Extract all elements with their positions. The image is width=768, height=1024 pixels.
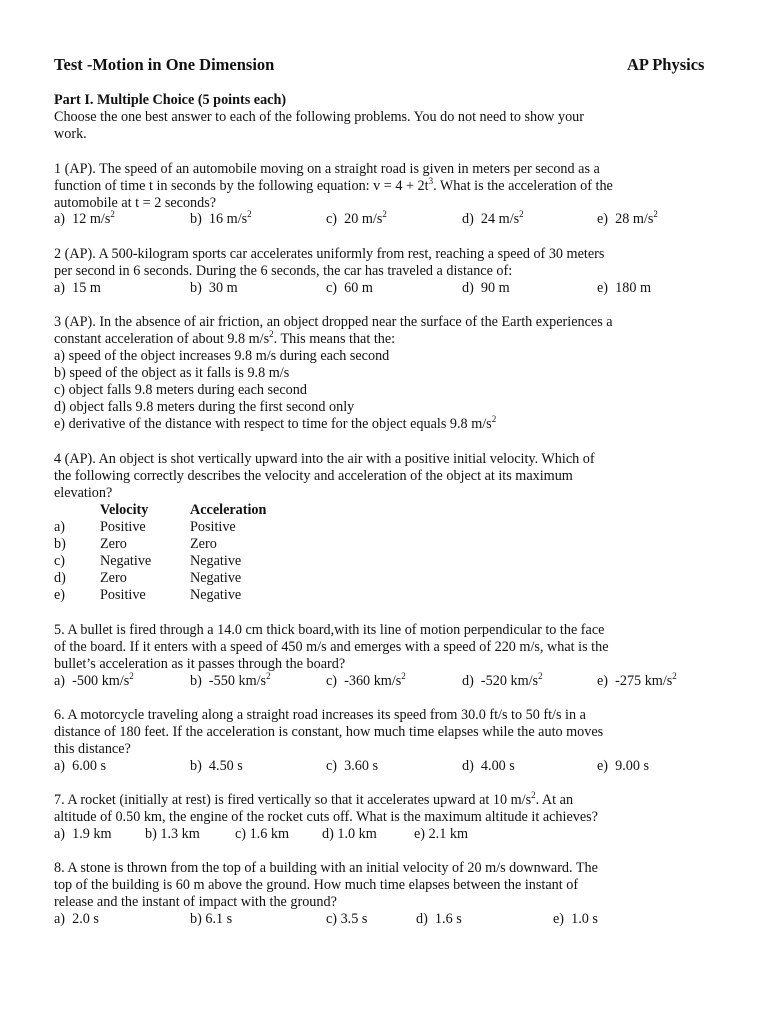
question-5-text: 5. A bullet is fired through a 14.0 cm thick board,with its line of motion perpendicular to the face <box>54 622 605 638</box>
table-cell-velocity: Negative <box>100 553 152 569</box>
answer-option: d) 24 $m/s^2$ <box>462 209 524 227</box>
answer-option: b) 6.1 s <box>190 911 233 927</box>
question-5-text: bullet’s acceleration as it passes through the board? <box>54 656 346 672</box>
question-6-text: this distance? <box>54 741 131 757</box>
answer-option: a) 1.9 km <box>54 826 112 842</box>
answer-option: e) 9.00 s <box>597 758 650 774</box>
answer-option: d) 90 m <box>462 280 510 296</box>
answer-option: e) 2.1 km <box>414 826 468 842</box>
answer-option: c) 3.60 s <box>326 758 379 774</box>
question-6-text: 6. A motorcycle traveling along a straight road increases its speed from 30.0 ft/s to 50 ft/s in a <box>54 707 586 723</box>
question-8-text: release and the instant of impact with the ground? <box>54 894 337 910</box>
table-cell-acceleration: Negative <box>190 553 242 569</box>
table-cell-acceleration: Zero <box>190 536 217 552</box>
table-header-acceleration: Acceleration <box>190 502 267 518</box>
table-cell-letter: c) <box>54 553 66 569</box>
question-5-text: of the board. If it enters with a speed of 450 m/s and emerges with a speed of 220 m/s, what is the <box>54 639 609 655</box>
table-cell-letter: d) <box>54 570 66 586</box>
answer-option: b) 16 $m/s^2$ <box>190 209 252 227</box>
answer-option: e) 180 m <box>597 280 651 296</box>
table-cell-acceleration: Negative <box>190 570 242 586</box>
table-cell-letter: e) <box>54 587 66 603</box>
part-heading: Part I. Multiple Choice (5 points each) <box>54 92 287 108</box>
answer-option: a) speed of the object increases 9.8 m/s during each second <box>54 348 390 364</box>
answer-option: c) object falls 9.8 meters during each second <box>54 382 307 398</box>
answer-option: b) -550 $km/s^2$ <box>190 671 271 689</box>
answer-option: a) 2.0 s <box>54 911 99 927</box>
answer-option: c) -360 $km/s^2$ <box>326 671 406 689</box>
table-cell-acceleration: Negative <box>190 587 242 603</box>
answer-option: c) 60 m <box>326 280 373 296</box>
question-2-text: per second in 6 seconds. During the 6 seconds, the car has traveled a distance of: <box>54 263 513 279</box>
question-1-text: automobile at t = 2 seconds? <box>54 195 217 211</box>
question-8-text: 8. A stone is thrown from the top of a building with an initial velocity of 20 m/s downward. The <box>54 860 598 876</box>
answer-option: c) 20 $m/s^2$ <box>326 209 387 227</box>
answer-option: b) speed of the object as it falls is 9.8 m/s <box>54 365 290 381</box>
course-name: AP Physics <box>627 55 705 74</box>
answer-option: e) -275 $km/s^2$ <box>597 671 677 689</box>
answer-option: e) 1.0 s <box>553 911 598 927</box>
table-cell-velocity: Positive <box>100 519 146 535</box>
question-7-text: altitude of 0.50 km, the engine of the rocket cuts off. What is the maximum altitude it achieves? <box>54 809 598 825</box>
answer-option: d) 1.6 s <box>416 911 462 927</box>
answer-option: d) 4.00 s <box>462 758 515 774</box>
question-4-text: 4 (AP). An object is shot vertically upward into the air with a positive initial velocity. Which of <box>54 451 595 467</box>
question-8-text: top of the building is 60 m above the ground. How much time elapses between the instant of <box>54 877 579 893</box>
question-3-text: 3 (AP). In the absence of air friction, an object dropped near the surface of the Earth experiences a <box>54 314 613 330</box>
table-cell-letter: a) <box>54 519 66 535</box>
question-6-text: distance of 180 feet. If the acceleration is constant, how much time elapses while the auto moves <box>54 724 604 740</box>
question-4-text: elevation? <box>54 485 113 501</box>
question-4-text: the following correctly describes the velocity and acceleration of the object at its maximum <box>54 468 573 484</box>
question-3-text: constant acceleration of about 9.8 $m/s^2$. This means that the: <box>54 329 396 347</box>
question-7-text: 7. A rocket (initially at rest) is fired vertically so that it accelerates upward at 10 $m/s^2$. At an <box>54 790 574 808</box>
table-cell-velocity: Zero <box>100 536 127 552</box>
question-2-text: 2 (AP). A 500-kilogram sports car accelerates uniformly from rest, reaching a speed of 30 meters <box>54 246 605 262</box>
table-cell-velocity: Positive <box>100 587 146 603</box>
answer-option: c) 1.6 km <box>235 826 289 842</box>
answer-option: d) 1.0 km <box>322 826 377 842</box>
answer-option: a) 12 $m/s^2$ <box>54 209 115 227</box>
answer-option: b) 4.50 s <box>190 758 243 774</box>
table-header-velocity: Velocity <box>100 502 149 518</box>
answer-option: b) 30 m <box>190 280 238 296</box>
answer-option: c) 3.5 s <box>326 911 368 927</box>
page-title: Test -Motion in One Dimension <box>54 55 275 74</box>
answer-option: e) 28 $m/s^2$ <box>597 209 658 227</box>
instructions-line: Choose the one best answer to each of the following problems. You do not need to show your <box>54 109 584 125</box>
answer-option: a) -500 $km/s^2$ <box>54 671 134 689</box>
answer-option: b) 1.3 km <box>145 826 200 842</box>
instructions-line: work. <box>54 126 87 142</box>
answer-option: a) 15 m <box>54 280 101 296</box>
answer-option: e) derivative of the distance with respect to time for the object equals 9.8 $m/s^2$ <box>54 414 497 432</box>
answer-option: a) 6.00 s <box>54 758 107 774</box>
question-1-text: function of time t in seconds by the following equation: $v = 4 + 2t^3$. What is the acceleration of the <box>54 176 613 194</box>
table-cell-acceleration: Positive <box>190 519 236 535</box>
table-cell-letter: b) <box>54 536 66 552</box>
answer-option: d) object falls 9.8 meters during the first second only <box>54 399 355 415</box>
question-1-text: 1 (AP). The speed of an automobile moving on a straight road is given in meters per second as a <box>54 161 600 177</box>
table-cell-velocity: Zero <box>100 570 127 586</box>
answer-option: d) -520 $km/s^2$ <box>462 671 543 689</box>
